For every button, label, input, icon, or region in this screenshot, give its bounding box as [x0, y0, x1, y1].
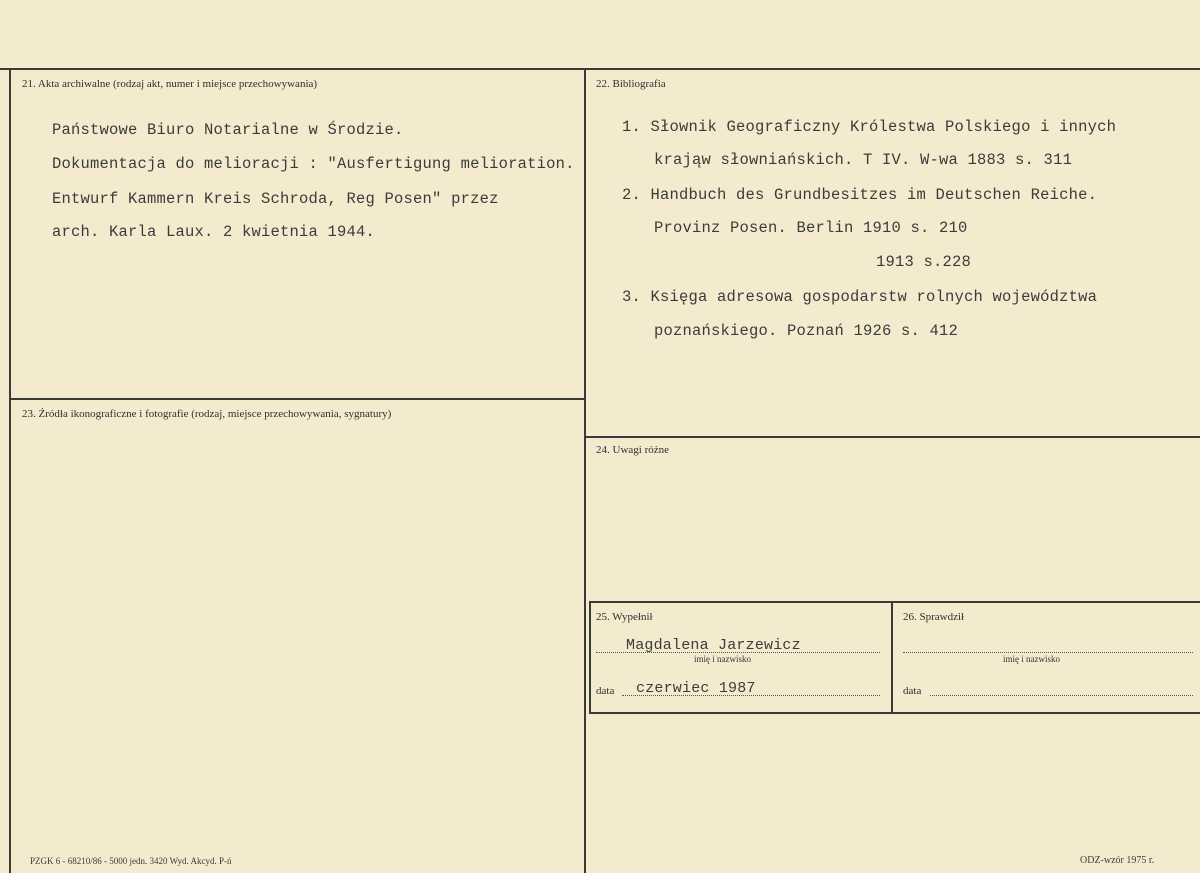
section-25-name-value: Magdalena Jarzewicz	[626, 637, 801, 654]
signature-box-middle	[891, 601, 893, 714]
footer-form-code: ODZ-wzór 1975 r.	[1080, 855, 1155, 866]
section-25-date-label: data	[596, 685, 615, 697]
section-22-line-4: Provinz Posen. Berlin 1910 s. 210	[654, 219, 968, 237]
signature-box-bottom	[589, 712, 1200, 714]
section-22-line-2: krająw słowniańskich. T IV. W-wa 1883 s. 311	[654, 151, 1073, 169]
signature-box-left	[589, 601, 591, 714]
section-22-line-1: 1. Słownik Geograficzny Królestwa Polskiego i innych	[622, 118, 1117, 136]
section-26-name-caption: imię i nazwisko	[1003, 654, 1060, 664]
left-border	[9, 68, 11, 873]
section-21-line-3: Entwurf Kammern Kreis Schroda, Reg Posen" przez	[52, 190, 499, 208]
section-26-date-line	[930, 695, 1193, 696]
section-26-date-label: data	[903, 685, 922, 697]
section-22-label: 22. Bibliografia	[596, 78, 666, 90]
section-24-label: 24. Uwagi różne	[596, 444, 670, 456]
divider-21-23	[9, 398, 585, 400]
section-22-line-3: 2. Handbuch des Grundbesitzes im Deutschen Reiche.	[622, 186, 1098, 204]
section-21-line-4: arch. Karla Laux. 2 kwietnia 1944.	[52, 223, 376, 241]
top-border	[0, 68, 1200, 70]
section-21-line-1: Państwowe Biuro Notarialne w Środzie.	[52, 121, 404, 139]
footer-print-info: PZGK 6 - 68210/86 - 5000 jedn. 3420 Wyd. Akcyd. P-ń	[30, 856, 232, 866]
signature-box-top	[589, 601, 1200, 603]
section-25-name-caption: imię i nazwisko	[694, 654, 751, 664]
divider-22-24	[586, 436, 1200, 438]
center-divider	[584, 68, 586, 873]
section-22-line-7: poznańskiego. Poznań 1926 s. 412	[654, 322, 959, 340]
section-22-line-6: 3. Księga adresowa gospodarstw rolnych województwa	[622, 288, 1098, 306]
section-21-line-2: Dokumentacja do melioracji : "Ausfertigung melioration.	[52, 155, 575, 173]
section-26-name-line	[903, 652, 1193, 653]
section-22-line-5: 1913 s.228	[876, 253, 972, 271]
section-25-label: 25. Wypełnił	[596, 611, 653, 623]
section-23-label: 23. Źródła ikonograficzne i fotografie (rodzaj, miejsce przechowywania, sygnatury)	[22, 408, 392, 420]
section-21-label: 21. Akta archiwalne (rodzaj akt, numer i miejsce przechowywania)	[22, 78, 318, 90]
section-25-date-value: czerwiec 1987	[636, 680, 756, 697]
section-26-label: 26. Sprawdził	[903, 611, 965, 623]
